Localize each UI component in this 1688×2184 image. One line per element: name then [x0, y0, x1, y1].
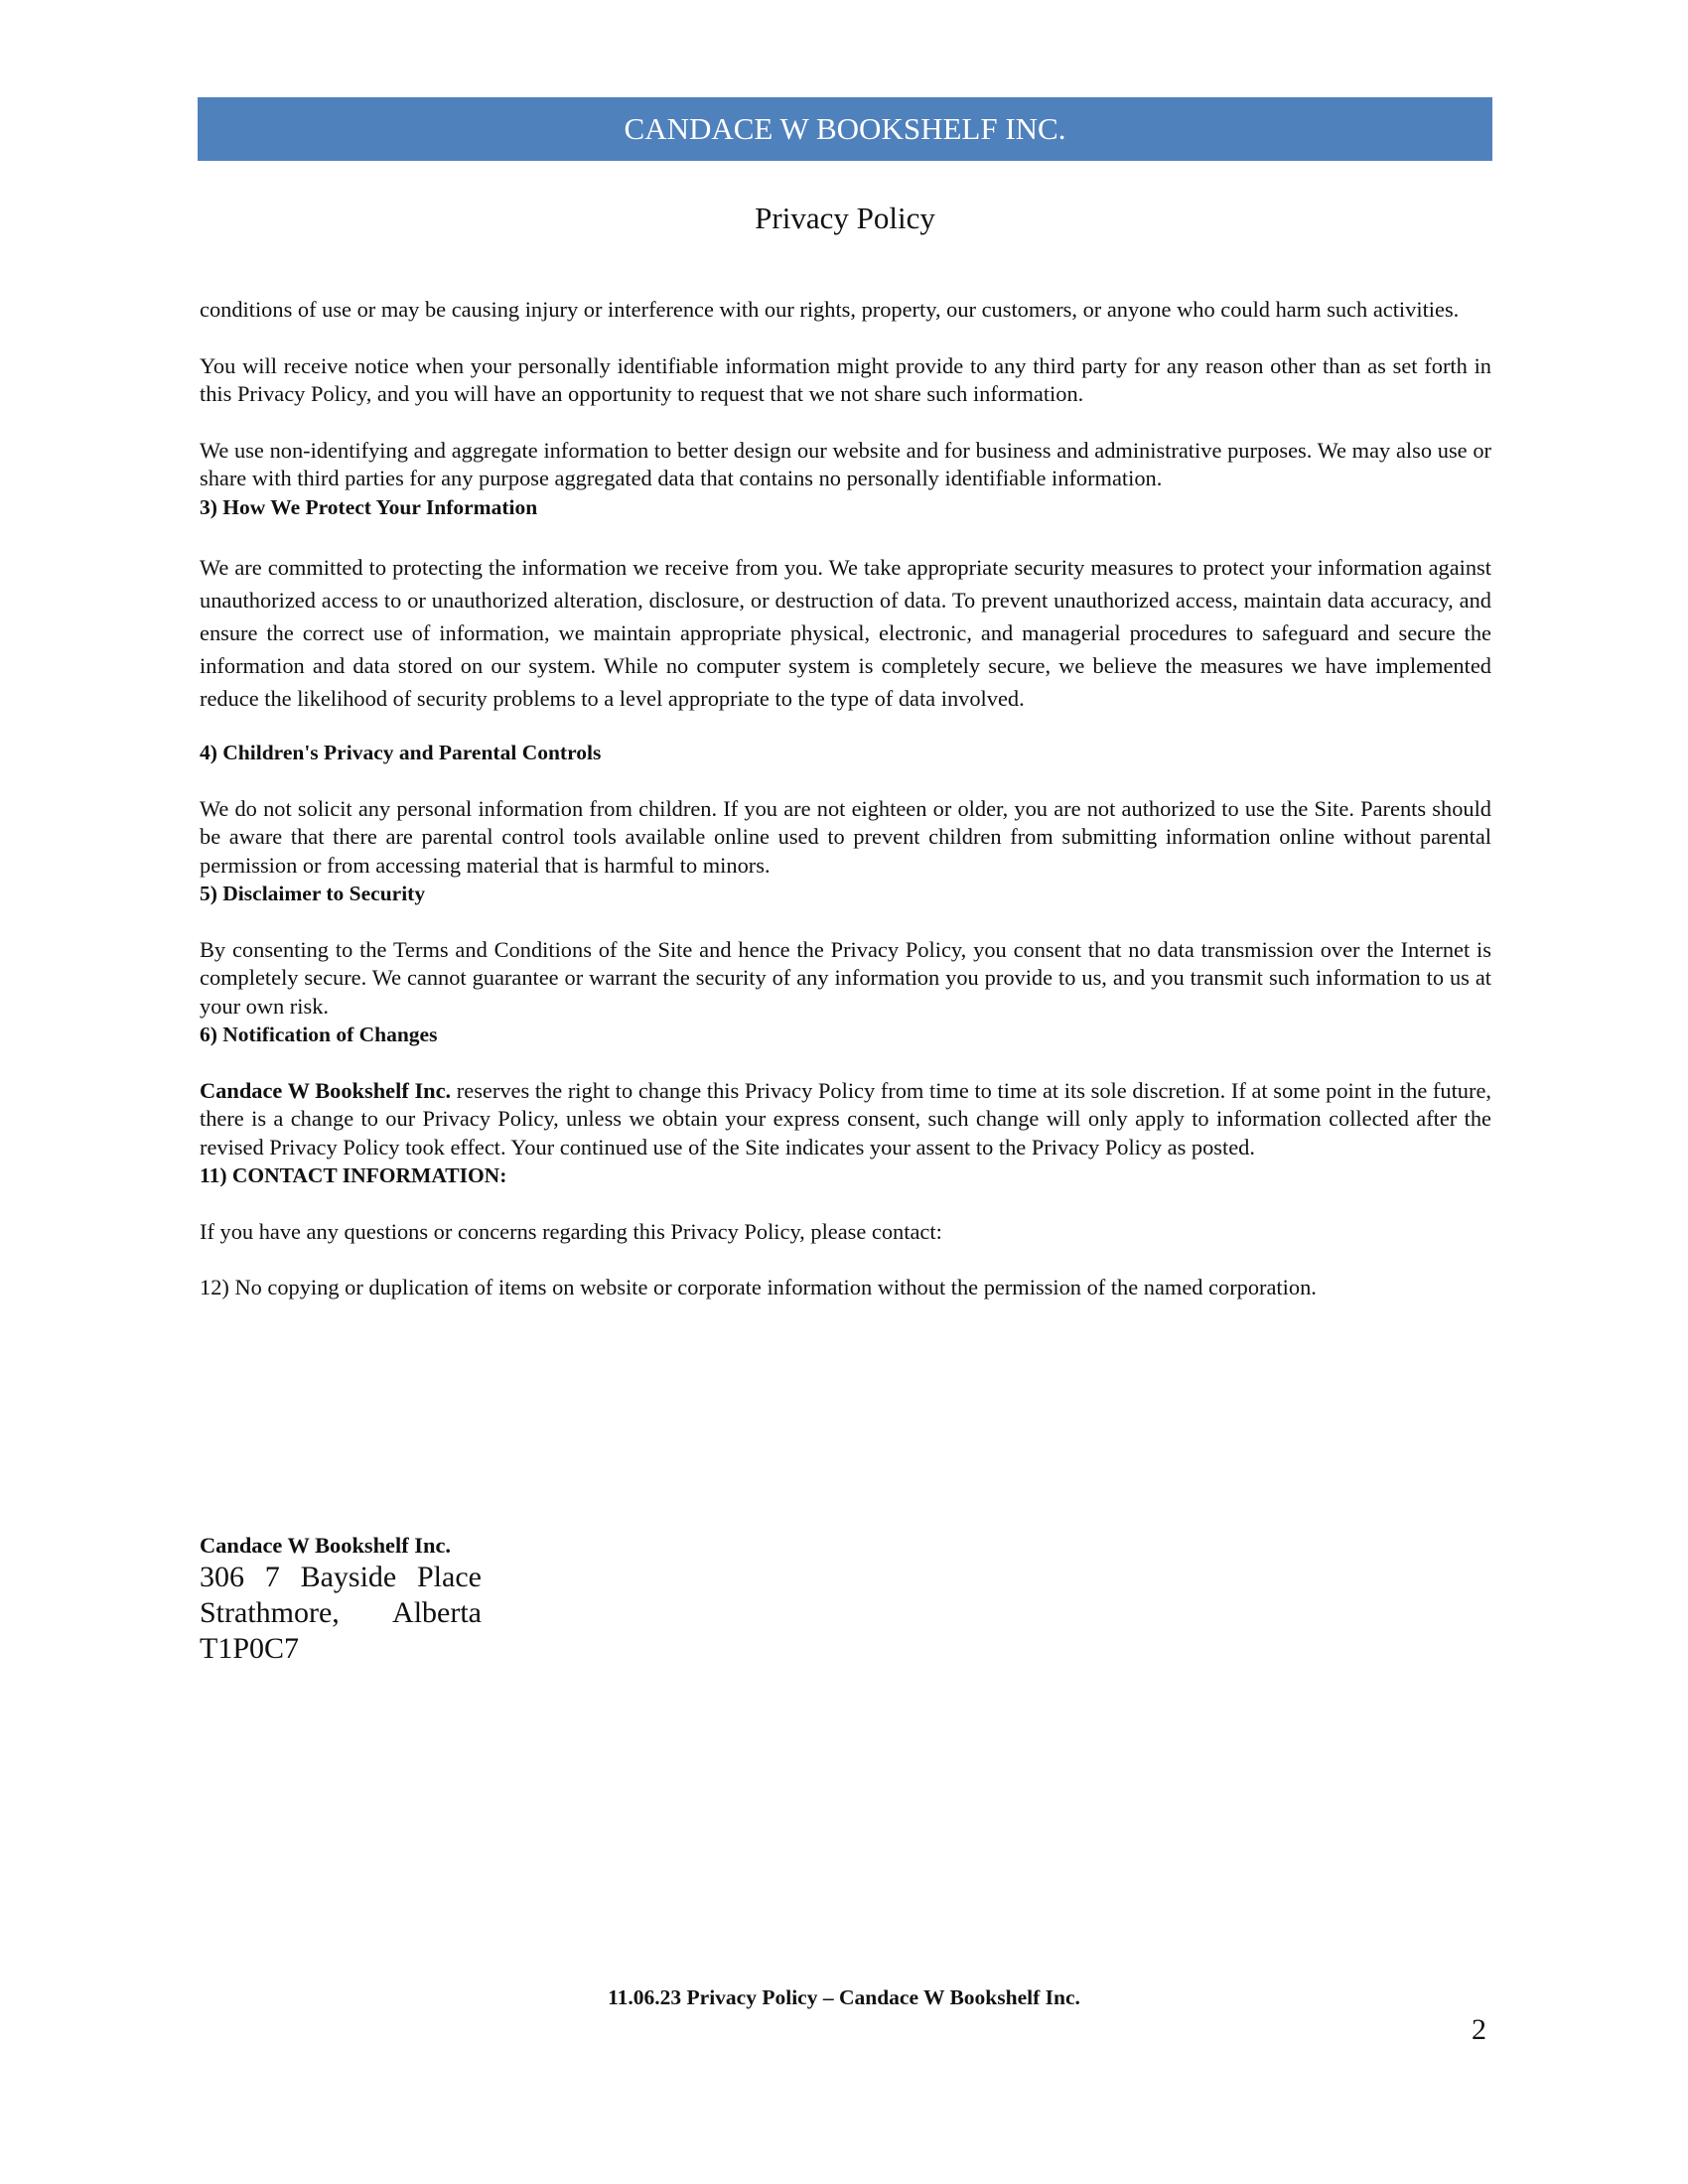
- postal-code: T1P0C7: [200, 1632, 300, 1665]
- notice-paragraph: You will receive notice when your personally identifiable information might provide to any third party for any reason other than as set forth in this Privacy Policy, and you will have an opportunity to request that we not share such information.: [200, 352, 1491, 406]
- address-city: [200, 1595, 482, 1631]
- section-heading-changes: 6) Notification of Changes: [200, 1023, 438, 1046]
- street-number: 306: [200, 1561, 244, 1593]
- continued-paragraph: conditions of use or may be causing injury or interference with our rights, property, our customers, or anyone who could harm such activities.: [200, 297, 1460, 322]
- city: Strathmore,: [200, 1596, 340, 1629]
- province: Alberta: [392, 1596, 482, 1629]
- disclaimer-paragraph: By consenting to the Terms and Conditions of the Site and hence the Privacy Policy, you consent that no data transmission over the Internet is completely secure. We cannot guarantee or warrant the security of any information you provide to us, and you transmit such information to us at your own risk.: [200, 936, 1491, 1019]
- children-paragraph: We do not solicit any personal information from children. If you are not eighteen or older, you are not authorized to use the Site. Parents should be aware that there are parental control tools available online used to prevent children from submitting information online without parental permission or from accessing material that is harmful to minors.: [200, 795, 1491, 878]
- section-heading-children: 4) Children's Privacy and Parental Controls: [200, 741, 602, 764]
- street-unit: 7: [264, 1561, 280, 1593]
- contact-paragraph: If you have any questions or concerns regarding this Privacy Policy, please contact:: [200, 1218, 942, 1244]
- changes-text: reserves the right to change this Privacy Policy from time to time at its sole discretion. If at some point in the future, there is a change to our Privacy Policy, unless we obtain your express consent, such change will only apply to information collected after the revised Privacy Policy took effect. Your continued use of the Site indicates your assent to the Privacy Policy as posted.: [200, 1077, 1491, 1160]
- page-number: 2: [1472, 2013, 1486, 2046]
- contact-address: [200, 1532, 482, 1667]
- street-type: Place: [417, 1561, 482, 1593]
- no-copying-paragraph: 12) No copying or duplication of items on website or corporate information without the permission of the named corporation.: [200, 1275, 1317, 1299]
- section-heading-disclaimer: 5) Disclaimer to Security: [200, 882, 426, 905]
- address-postal: [200, 1631, 482, 1667]
- address-street: [200, 1560, 482, 1595]
- policy-body: [200, 296, 1491, 1302]
- section-heading-contact: 11) CONTACT INFORMATION:: [200, 1163, 507, 1187]
- changes-paragraph: [200, 1077, 1491, 1162]
- company-banner: CANDACE W BOOKSHELF INC.: [198, 97, 1492, 161]
- page-footer: 11.06.23 Privacy Policy – Candace W Bookshelf Inc.: [608, 1985, 1080, 2009]
- street-name: Bayside: [300, 1561, 397, 1593]
- page-title: Privacy Policy: [755, 201, 935, 235]
- company-name-bold: Candace W Bookshelf Inc.: [200, 1077, 452, 1103]
- address-company: Candace W Bookshelf Inc.: [200, 1533, 451, 1558]
- aggregate-paragraph: We use non-identifying and aggregate information to better design our website and for business and administrative purposes. We may also use or share with third parties for any purpose aggregated data that contains no personally identifiable information.: [200, 437, 1491, 490]
- section-heading-protect: 3) How We Protect Your Information: [200, 494, 538, 519]
- protect-paragraph: We are committed to protecting the information we receive from you. We take appropriate security measures to protect your information against unauthorized access to or unauthorized alteration, disclosure, or destruction of data. To prevent unauthorized access, maintain data accuracy, and ensure the correct use of information, we maintain appropriate physical, electronic, and managerial procedures to safeguard and secure the information and data stored on our system. While no computer system is completely secure, we believe the measures we have implemented reduce the likelihood of security problems to a level appropriate to the type of data involved.: [200, 555, 1491, 711]
